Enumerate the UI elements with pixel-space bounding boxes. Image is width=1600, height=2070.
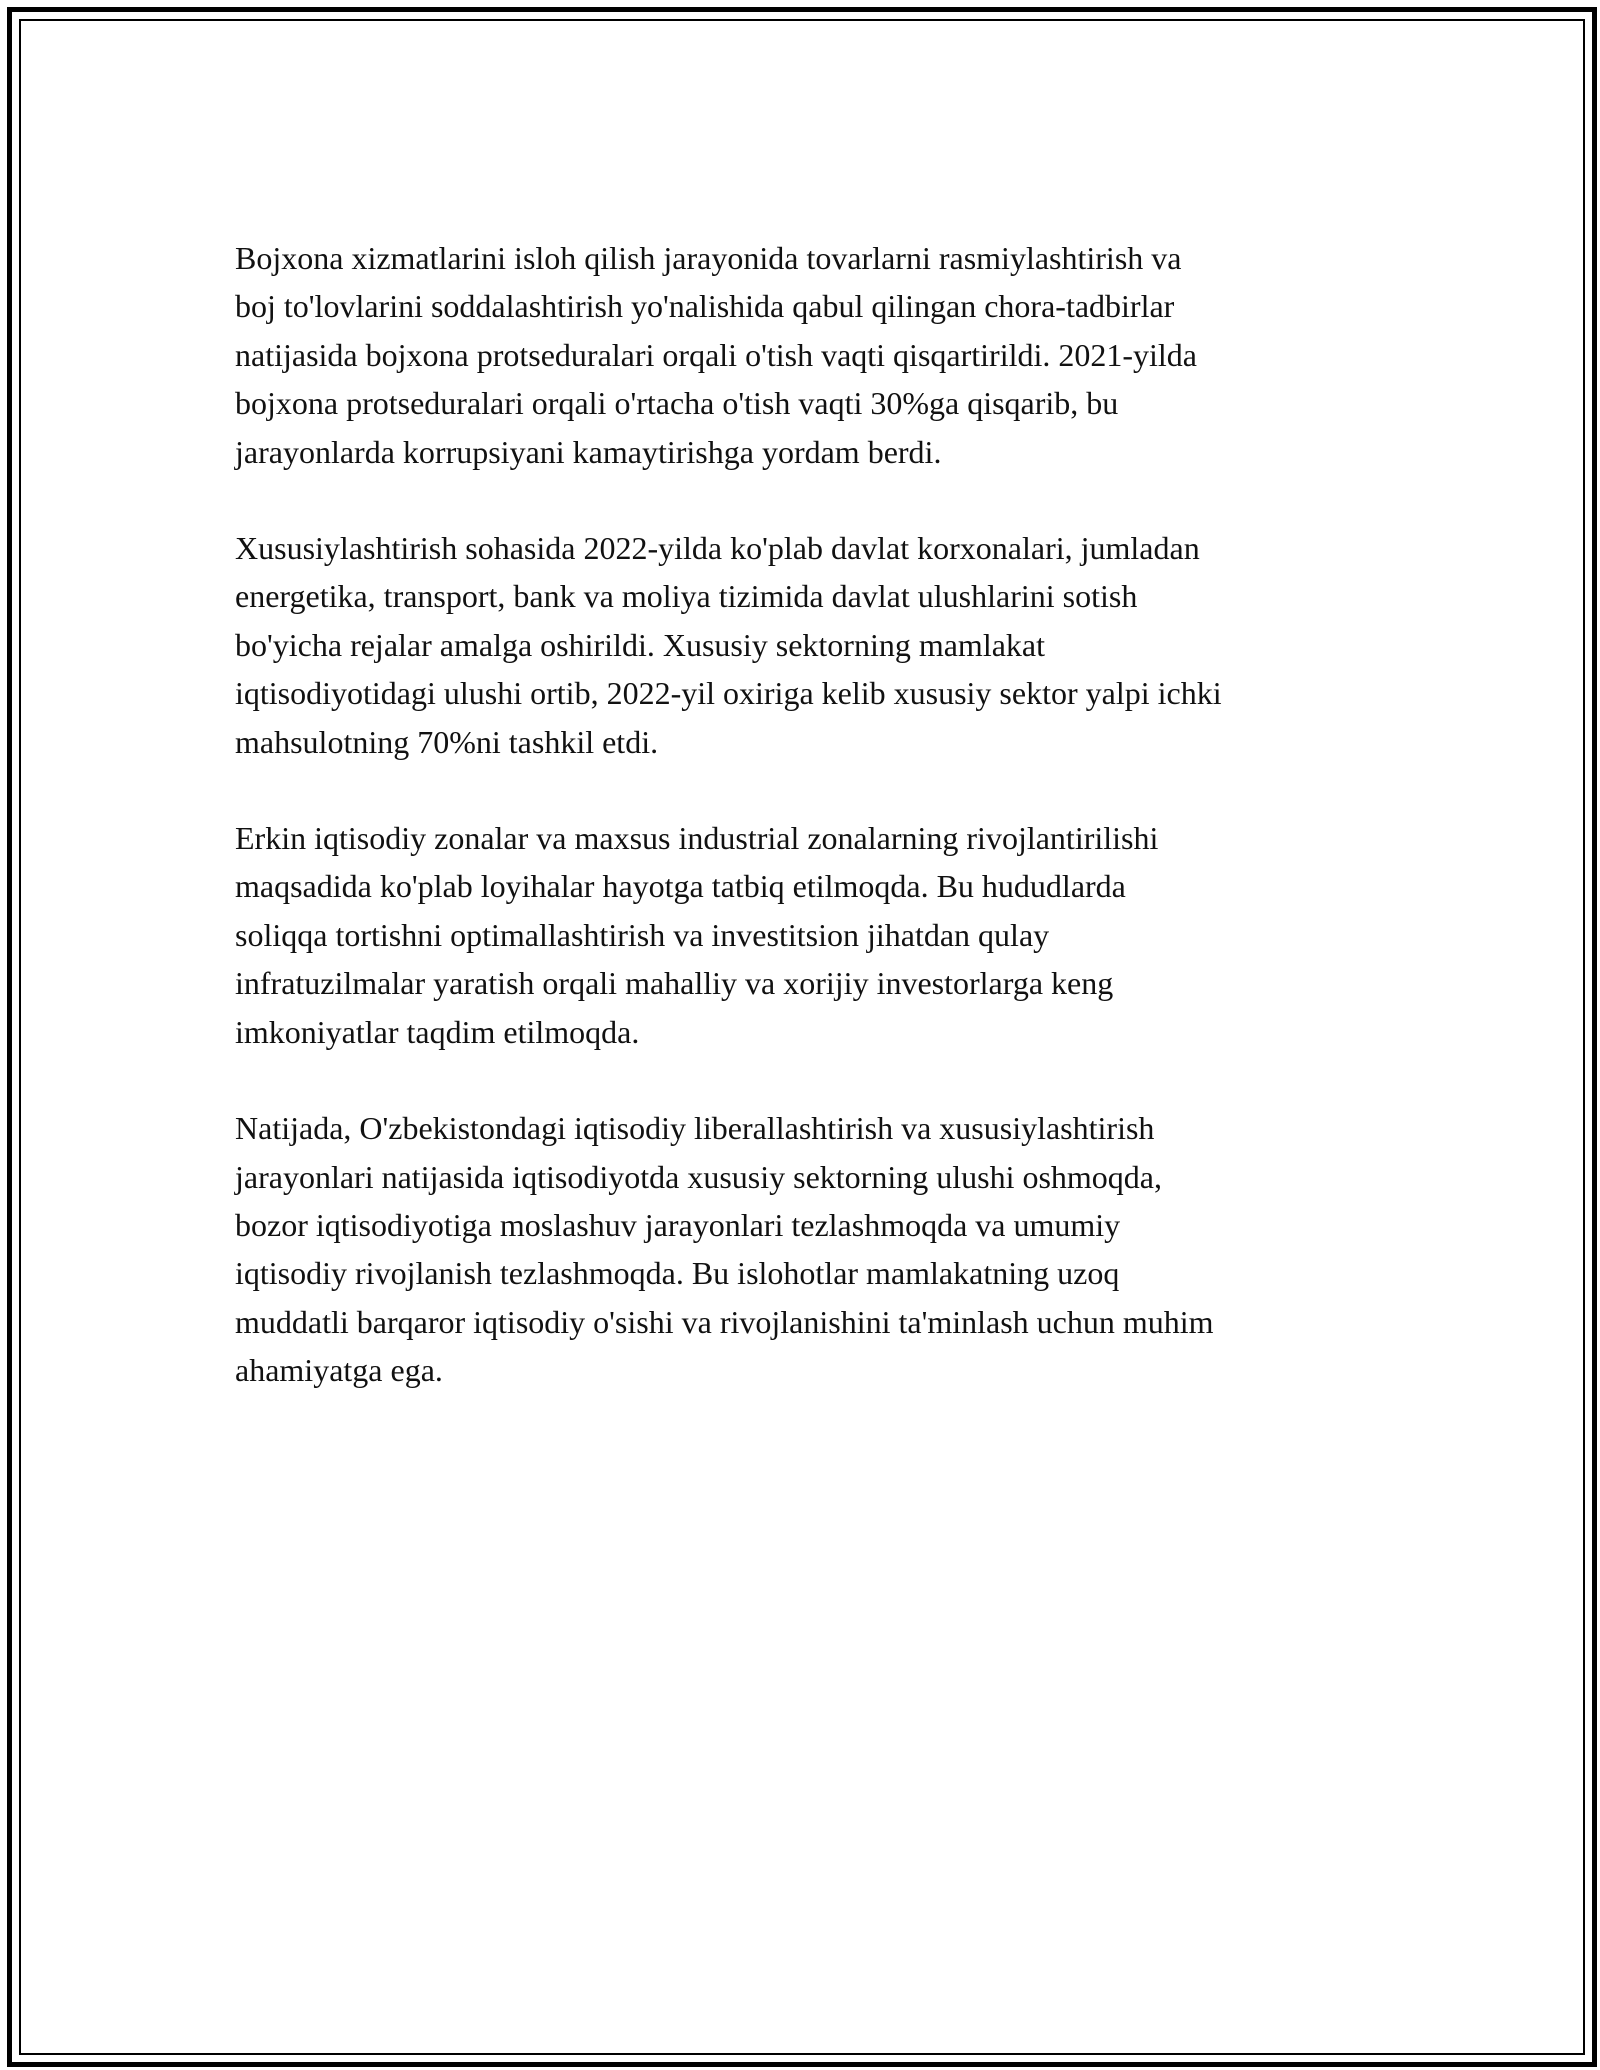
- paragraph-customs-reform: Bojxona xizmatlarini isloh qilish jarayonida tovarlarni rasmiylashtirish va boj to'lovlarini soddalashtirish yo'nalishida qabul qilingan chora-tadbirlar natijasida bojxona protseduralari orqali o'tish vaqti qisqartirildi. 2021-yilda bojxona protseduralari orqali o'rtacha o'tish vaqti 30%ga qisqarib, bu jarayonlarda korrupsiyani kamaytirishga yordam berdi.: [235, 240, 1197, 470]
- paragraph-privatization: Xususiylashtirish sohasida 2022-yilda ko'plab davlat korxonalari, jumladan energetika, transport, bank va moliya tizimida davlat ulushlarini sotish bo'yicha rejalar amalga oshirildi. Xususiy sektorning mamlakat iqtisodiyotidagi ulushi ortib, 2022-yil oxiriga kelib xususiy sektor yalpi ichki mahsulotning 70%ni tashkil etdi.: [235, 530, 1222, 760]
- paragraph-economic-zones: Erkin iqtisodiy zonalar va maxsus industrial zonalarning rivojlantirilishi maqsadida ko'plab loyihalar hayotga tatbiq etilmoqda. Bu hududlarda soliqqa tortishni optimallashtirish va investitsion jihatdan qulay infratuzilmalar yaratish orqali mahalliy va xorijiy investorlarga keng imkoniyatlar taqdim etilmoqda.: [235, 820, 1159, 1050]
- paragraph-conclusion: Natijada, O'zbekistondagi iqtisodiy liberallashtirish va xususiylashtirish jarayonlari natijasida iqtisodiyotda xususiy sektorning ulushi oshmoqda, bozor iqtisodiyotiga moslashuv jarayonlari tezlashmoqda va umumiy iqtisodiy rivojlanish tezlashmoqda. Bu islohotlar mamlakatning uzoq muddatli barqaror iqtisodiy o'sishi va rivojlanishini ta'minlash uchun muhim ahamiyatga ega.: [235, 1110, 1214, 1389]
- document-body: [235, 234, 1375, 1443]
